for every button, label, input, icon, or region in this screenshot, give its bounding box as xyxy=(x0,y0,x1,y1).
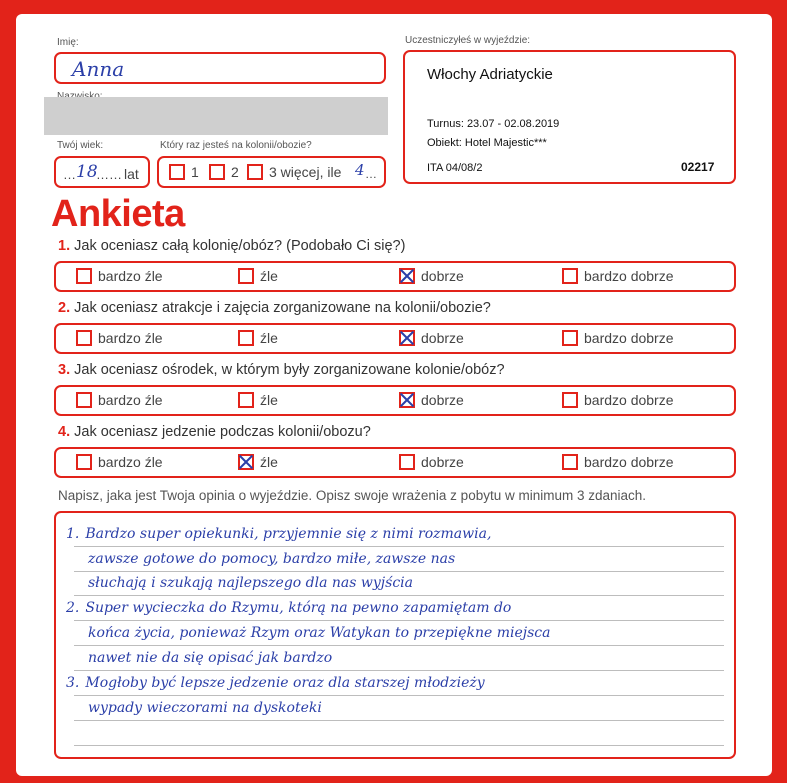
q2-option-1[interactable]: bardzo źle xyxy=(76,330,163,346)
handwritten-line: zawsze gotowe do pomocy, bardzo miłe, zawsze nas xyxy=(88,551,456,567)
q3-option-3[interactable]: dobrze xyxy=(399,392,464,408)
writing-rule xyxy=(74,620,724,621)
trip-turnus: Turnus: 23.07 - 02.08.2019 xyxy=(427,118,560,130)
checked-checkbox-icon xyxy=(399,268,415,284)
q2-option-4[interactable]: bardzo dobrze xyxy=(562,330,674,346)
survey-title: Ankieta xyxy=(51,193,185,235)
handwritten-line: nawet nie da się opisać jak bardzo xyxy=(88,650,333,666)
times-option-2[interactable]: 2 xyxy=(209,164,239,180)
times-option-1[interactable]: 1 xyxy=(169,164,199,180)
q4-option-2[interactable]: źle xyxy=(238,454,278,470)
writing-rule xyxy=(74,745,724,746)
handwritten-line: 2. Super wycieczka do Rzymu, którą na pewno zapamiętam do xyxy=(66,600,512,616)
question-2-answers xyxy=(54,323,736,354)
q2-option-2[interactable]: źle xyxy=(238,330,278,346)
trip-obiekt: Obiekt: Hotel Majestic*** xyxy=(427,137,547,149)
q1-option-1[interactable]: bardzo źle xyxy=(76,268,163,284)
q4-option-3[interactable]: dobrze xyxy=(399,454,464,470)
checkbox-icon xyxy=(238,330,254,346)
checkbox-icon xyxy=(76,330,92,346)
checkbox-icon xyxy=(169,164,185,180)
checked-checkbox-icon xyxy=(399,392,415,408)
writing-rule xyxy=(74,571,724,572)
question-2-text: 2. Jak oceniasz atrakcje i zajęcia zorganizowane na kolonii/obozie? xyxy=(58,300,491,316)
checkbox-icon xyxy=(238,392,254,408)
q1-option-4[interactable]: bardzo dobrze xyxy=(562,268,674,284)
q2-option-3[interactable]: dobrze xyxy=(399,330,464,346)
question-3-answers xyxy=(54,385,736,416)
question-4-text: 4. Jak oceniasz jedzenie podczas kolonii/obozu? xyxy=(58,424,371,440)
writing-rule xyxy=(74,695,724,696)
writing-rule xyxy=(74,670,724,671)
q3-option-2[interactable]: źle xyxy=(238,392,278,408)
times-option-3[interactable]: 3 więcej, ile xyxy=(247,164,341,180)
question-3-text: 3. Jak oceniasz ośrodek, w którym były zorganizowane kolonie/obóz? xyxy=(58,362,505,378)
handwritten-line: 1. Bardzo super opiekunki, przyjemnie się z nimi rozmawia, xyxy=(66,526,492,542)
q1-option-3[interactable]: dobrze xyxy=(399,268,464,284)
trip-destination: Włochy Adriatyckie xyxy=(427,66,553,83)
question-1-answers xyxy=(54,261,736,292)
q3-option-4[interactable]: bardzo dobrze xyxy=(562,392,674,408)
age-label: Twój wiek: xyxy=(57,140,104,151)
checkbox-icon xyxy=(247,164,263,180)
writing-rule xyxy=(74,595,724,596)
checkbox-icon xyxy=(562,268,578,284)
handwritten-line: końca życia, ponieważ Rzym oraz Watykan to przepiękne miejsca xyxy=(88,625,551,641)
name-value: Anna xyxy=(72,57,125,81)
checkbox-icon xyxy=(76,268,92,284)
surname-redaction xyxy=(44,97,388,135)
age-unit: lat xyxy=(124,166,139,182)
writing-rule xyxy=(74,546,724,547)
handwritten-line: słuchają i szukają najlepszego dla nas wyjścia xyxy=(88,575,413,591)
trip-info-box xyxy=(403,50,736,184)
age-value: 18 xyxy=(76,162,98,182)
question-1-text: 1. Jak oceniasz całą kolonię/obóz? (Podobało Ci się?) xyxy=(58,238,406,254)
q4-option-1[interactable]: bardzo źle xyxy=(76,454,163,470)
checkbox-icon xyxy=(562,392,578,408)
q1-option-2[interactable]: źle xyxy=(238,268,278,284)
checkbox-icon xyxy=(209,164,225,180)
opinion-prompt: Napisz, jaka jest Twoja opinia o wyjeździe. Opisz swoje wrażenia z pobytu w minimum 3 zdaniach. xyxy=(58,488,647,503)
checked-checkbox-icon xyxy=(399,330,415,346)
handwritten-line: 3. Mogłoby być lepsze jedzenie oraz dla starszej młodzieży xyxy=(66,675,485,691)
q4-option-4[interactable]: bardzo dobrze xyxy=(562,454,674,470)
writing-rule xyxy=(74,720,724,721)
checked-checkbox-icon xyxy=(238,454,254,470)
checkbox-icon xyxy=(399,454,415,470)
checkbox-icon xyxy=(562,330,578,346)
q3-option-1[interactable]: bardzo źle xyxy=(76,392,163,408)
name-label: Imię: xyxy=(57,37,79,48)
checkbox-icon xyxy=(238,268,254,284)
question-4-answers xyxy=(54,447,736,478)
age-field[interactable]: … 18 …… lat xyxy=(54,156,150,188)
checkbox-icon xyxy=(76,454,92,470)
trip-code: ITA 04/08/2 xyxy=(427,162,483,174)
handwritten-line: wypady wieczorami na dyskoteki xyxy=(88,700,322,716)
name-field[interactable] xyxy=(54,52,386,84)
writing-rule xyxy=(74,645,724,646)
checkbox-icon xyxy=(562,454,578,470)
checkbox-icon xyxy=(76,392,92,408)
times-label: Który raz jesteś na kolonii/obozie? xyxy=(160,140,312,151)
trip-header-label: Uczestniczyłeś w wyjeździe: xyxy=(405,35,531,46)
times-field[interactable]: 1 2 3 więcej, ile 4 … xyxy=(157,156,386,188)
times-value: 4 xyxy=(355,161,365,179)
trip-number: 02217 xyxy=(681,160,715,174)
